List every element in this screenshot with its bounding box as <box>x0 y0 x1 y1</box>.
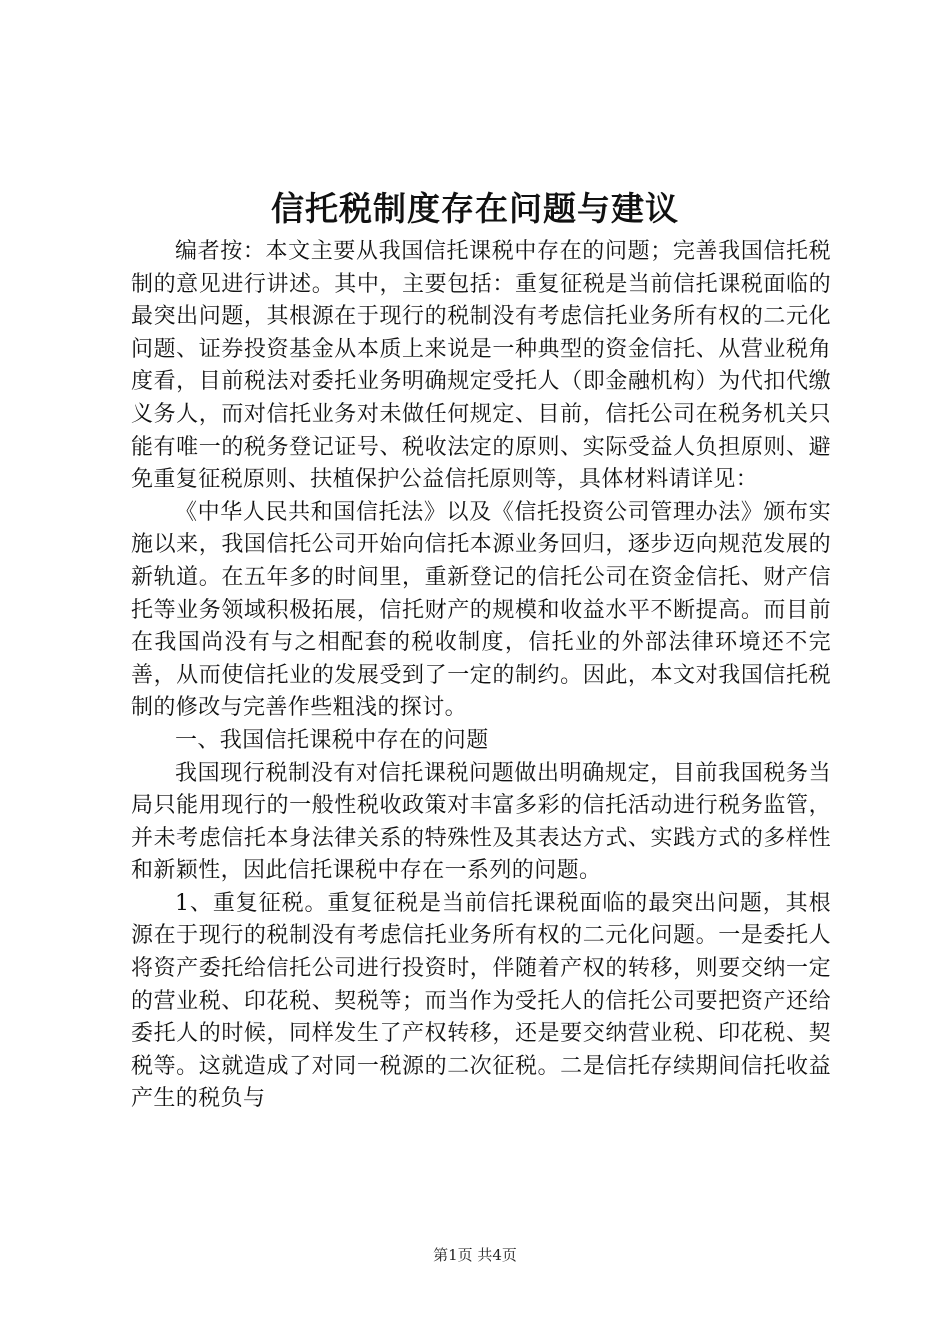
section-heading: 一、我国信托课税中存在的问题 <box>175 727 489 753</box>
editor-note-paragraph: 编者按：本文主要从我国信托课税中存在的问题；完善我国信托税制的意见进行讲述。其中，主要包括：重复征税是当前信托课税面临的最突出问题，其根源在于现行的税制没有考虑信托业务所有权的二元化问题、证券投资基金从本质上来说是一种典型的资金信托、从营业税角度看，目前税法对委托业务明确规定受托人（即金融机构）为代扣代缴义务人，而对信托业务对未做任何规定、目前，信托公司在税务机关只能有唯一的税务登记证号、税收法定的原则、实际受益人负担原则、避免重复征税原则、扶植保护公益信托原则等，具体材料请详见： <box>131 239 831 493</box>
document-title: 信托税制度存在问题与建议 <box>271 189 679 228</box>
document-body <box>131 236 831 1116</box>
page-footer: 第1页 共4页 <box>433 1246 517 1264</box>
point-paragraph: 1、重复征税。重复征税是当前信托课税面临的最突出问题，其根源在于现行的税制没有考虑信托业务所有权的二元化问题。一是委托人将资产委托给信托公司进行投资时，伴随着产权的转移，则要交纳一定的营业税、印花税、契税等；而当作为受托人的信托公司要把资产还给委托人的时候，同样发生了产权转移，还是要交纳营业税、印花税、契税等。这就造成了对同一税源的二次征税。二是信托存续期间信托收益产生的税负与 <box>131 890 831 1112</box>
intro-paragraph: 《中华人民共和国信托法》以及《信托投资公司管理办法》颁布实施以来，我国信托公司开始向信托本源业务回归，逐步迈向规范发展的新轨道。在五年多的时间里，重新登记的信托公司在资金信托、财产信托等业务领域积极拓展，信托财产的规模和收益水平不断提高。而目前在我国尚没有与之相配套的税收制度，信托业的外部法律环境还不完善，从而使信托业的发展受到了一定的制约。因此，本文对我国信托税制的修改与完善作些粗浅的探讨。 <box>131 499 831 721</box>
section-paragraph: 我国现行税制没有对信托课税问题做出明确规定，目前我国税务当局只能用现行的一般性税收政策对丰富多彩的信托活动进行税务监管，并未考虑信托本身法律关系的特殊性及其表达方式、实践方式的多样性和新颖性，因此信托课税中存在一系列的问题。 <box>131 760 831 884</box>
